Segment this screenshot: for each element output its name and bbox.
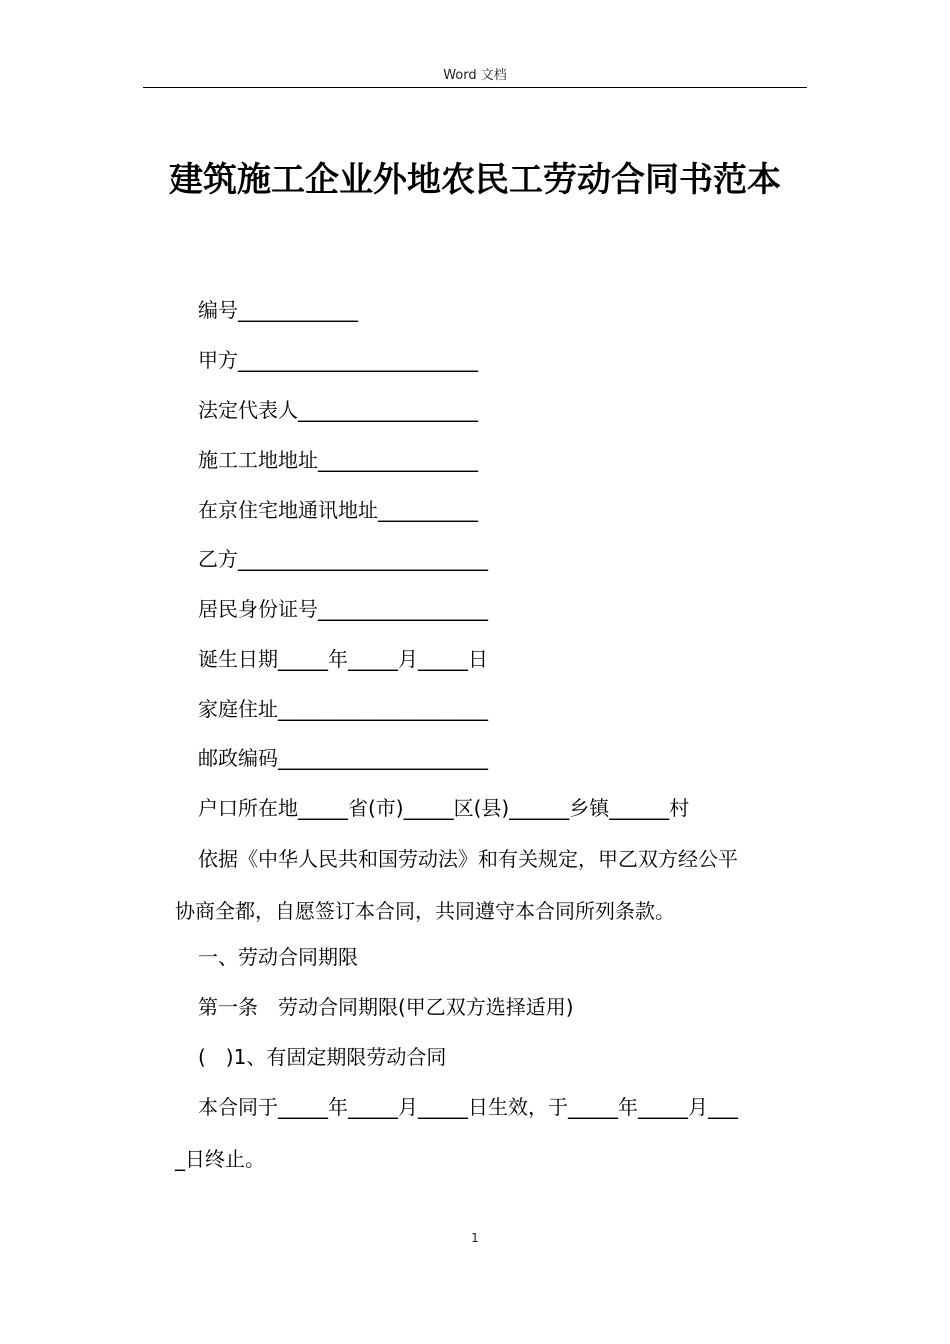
header-divider	[143, 87, 807, 88]
field-home-address: 家庭住址_____________________	[198, 697, 488, 721]
document-title: 建筑施工企业外地农民工劳动合同书范本	[169, 160, 781, 200]
field-beijing-address: 在京住宅地通讯地址__________	[198, 498, 478, 522]
field-party-b: 乙方_________________________	[198, 547, 488, 571]
field-household-registration: 户口所在地_____省(市)_____区(县)______乡镇______村	[198, 796, 690, 820]
field-party-a: 甲方________________________	[198, 348, 478, 372]
field-postal-code: 邮政编码_____________________	[198, 746, 488, 770]
field-legal-representative: 法定代表人__________________	[198, 398, 478, 422]
section-heading: 一、劳动合同期限	[198, 945, 358, 969]
preamble-line-1: 依据《中华人民共和国劳动法》和有关规定，甲乙双方经公平	[198, 847, 738, 871]
page-header-text: Word 文档	[443, 68, 507, 83]
term-line-2: _日终止。	[175, 1147, 265, 1171]
field-id-number: 居民身份证号_________________	[198, 597, 488, 621]
page-number: 1	[471, 1231, 479, 1245]
field-birth-date: 诞生日期_____年_____月_____日	[198, 647, 488, 671]
field-number: 编号____________	[198, 298, 358, 322]
term-line-1: 本合同于_____年_____月_____日生效，于_____年_____月___	[198, 1095, 738, 1119]
preamble-line-2: 协商全都，自愿签订本合同，共同遵守本合同所列条款。	[175, 899, 675, 923]
option-fixed-term: ( )1、有固定期限劳动合同	[198, 1045, 447, 1069]
article-one: 第一条 劳动合同期限(甲乙双方选择适用)	[198, 995, 574, 1019]
field-site-address: 施工工地地址________________	[198, 448, 478, 472]
